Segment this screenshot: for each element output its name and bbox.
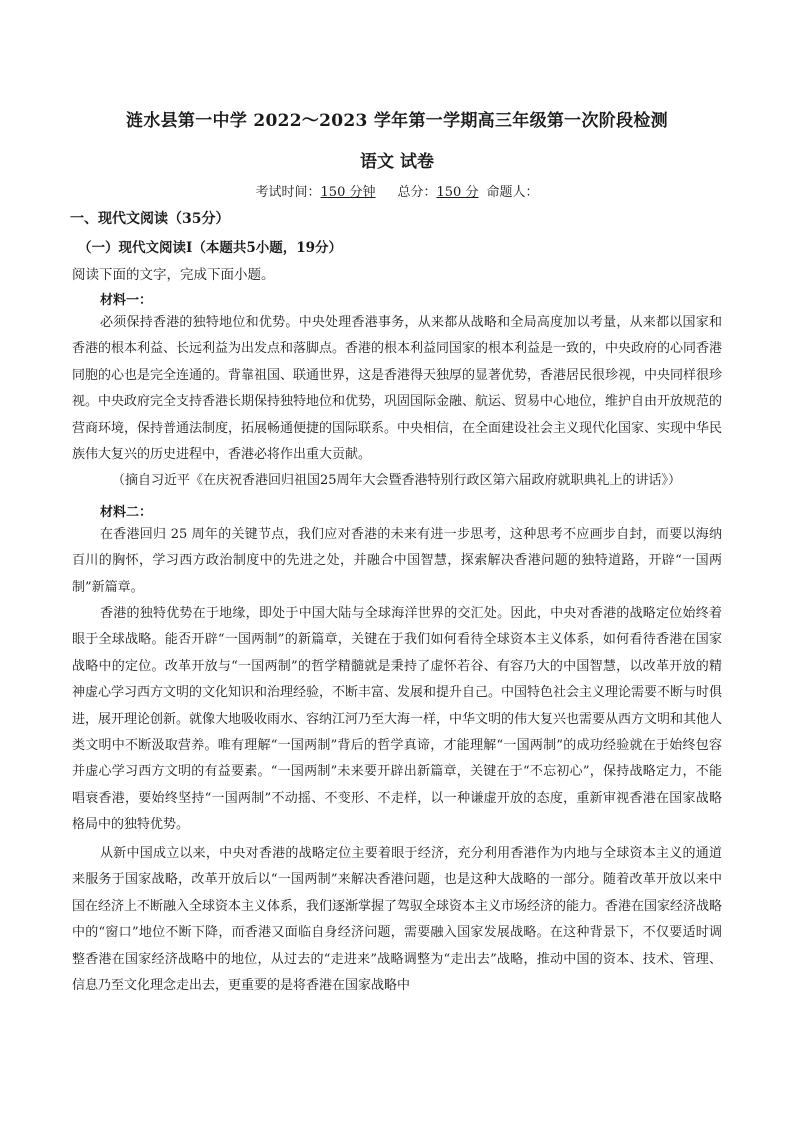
score-value: 150 分 — [436, 185, 479, 200]
exam-meta — [0, 181, 794, 200]
time-label: 考试时间： — [255, 185, 321, 200]
section-heading: 一、现代文阅读（35分） — [70, 211, 230, 227]
score-label: 总分： — [397, 185, 437, 200]
material-two-paragraph: 香港的独特优势在于地缘，即处于中国大陆与全球海洋世界的交汇处。因此，中央对香港的战略定位始终着眼于全球战略。能否开辟“一国两制”的新篇章，关键在于我们如何看待全球资本主义体系，如何看待香港在国家战略中的定位。改革开放与“一国两制”的哲学精髓就是秉持了虚怀若谷、有容乃大的中国智慧，以改革开放的精神虚心学习西方文明的文化知识和治理经验，不断丰富、发展和提升自己。中国特色社会主义理论需要不断与时俱进，展开理论创新。就像大地吸收雨水、容纳江河乃至大海一样，中华文明的伟大复兴也需要从西方文明和其他人类文明中不断汲取营养。唯有理解“一国两制”背后的哲学真谛，才能理解“一国两制”的成功经验就在于始终包容并虚心学习西方文明的有益要素。“一国两制”未来要开辟出新篇章，关键在于“不忘初心”，保持战略定力，不能唱衰香港，要始终坚持“一国两制”不动摇、不变形、不走样，以一种谦虚开放的态度，重新审视香港在国家战略格局中的独特优势。 — [72, 606, 723, 833]
material-one-source: （摘自习近平《在庆祝香港回归祖国25周年大会暨香港特别行政区第六届政府就职典礼上的讲话》） — [112, 473, 682, 488]
material-two-label: 材料二： — [100, 505, 153, 520]
time-value: 150 分钟 — [320, 185, 376, 200]
material-one-paragraph: 必须保持香港的独特地位和优势。中央处理香港事务，从来都从战略和全局高度加以考量，从来都以国家和香港的根本利益、长远利益为出发点和落脚点。香港的根本利益同国家的根本利益是一致的，中央政府的心同香港同胞的心也是完全连通的。背靠祖国、联通世界，这是香港得天独厚的显著优势，香港居民很珍视，中央同样很珍视。中央政府完全支持香港长期保持独特地位和优势，巩固国际金融、航运、贸易中心地位，维护自由开放规范的营商环境，保持普通法制度，拓展畅通便捷的国际联系。中央相信，在全面建设社会主义现代化国家、实现中华民族伟大复兴的历史进程中，香港必将作出重大贡献。 — [72, 315, 723, 463]
material-two-paragraph: 在香港回归 25 周年的关键节点，我们应对香港的未来有进一步思考，这种思考不应画步自封，而要以海纳百川的胸怀，学习西方政治制度中的先进之处，并融合中国智慧，探索解决香港问题的独特道路，开辟“一国两制”新篇章。 — [72, 527, 722, 595]
exam-title: 涟水县第一中学 2022～2023 学年第一学期高三年级第一次阶段检测 — [126, 111, 668, 131]
exam-subtitle: 语文 试卷 — [360, 152, 434, 172]
material-one-label: 材料一： — [100, 293, 153, 308]
reading-instruction: 阅读下面的文字，完成下面小题。 — [72, 267, 275, 283]
subsection-heading: （一）现代文阅读Ⅰ（本题共5小题，19分） — [78, 240, 342, 256]
material-two-paragraph: 从新中国成立以来，中央对香港的战略定位主要着眼于经济，充分利用香港作为内地与全球资本主义的通道来服务于国家战略，改革开放后以“一国两制”来解决香港问题，也是这种大战略的一部分。随着改革开放以来中国在经济上不断融入全球资本主义体系，我们逐渐掌握了驾驭全球资本主义市场经济的能力。香港在国家经济战略中的“窗口”地位不断下降，而香港又面临自身经济问题，需要融入国家发展战略。在这种背景下，不仅要适时调整香港在国家经济战略中的地位，从过去的“走进来”战略调整为“走出去”战略，推动中国的资本、技术、管理、信息乃至文化理念走出去，更重要的是将香港在国家战略中 — [72, 846, 723, 994]
author-label: 命题人： — [486, 185, 539, 200]
